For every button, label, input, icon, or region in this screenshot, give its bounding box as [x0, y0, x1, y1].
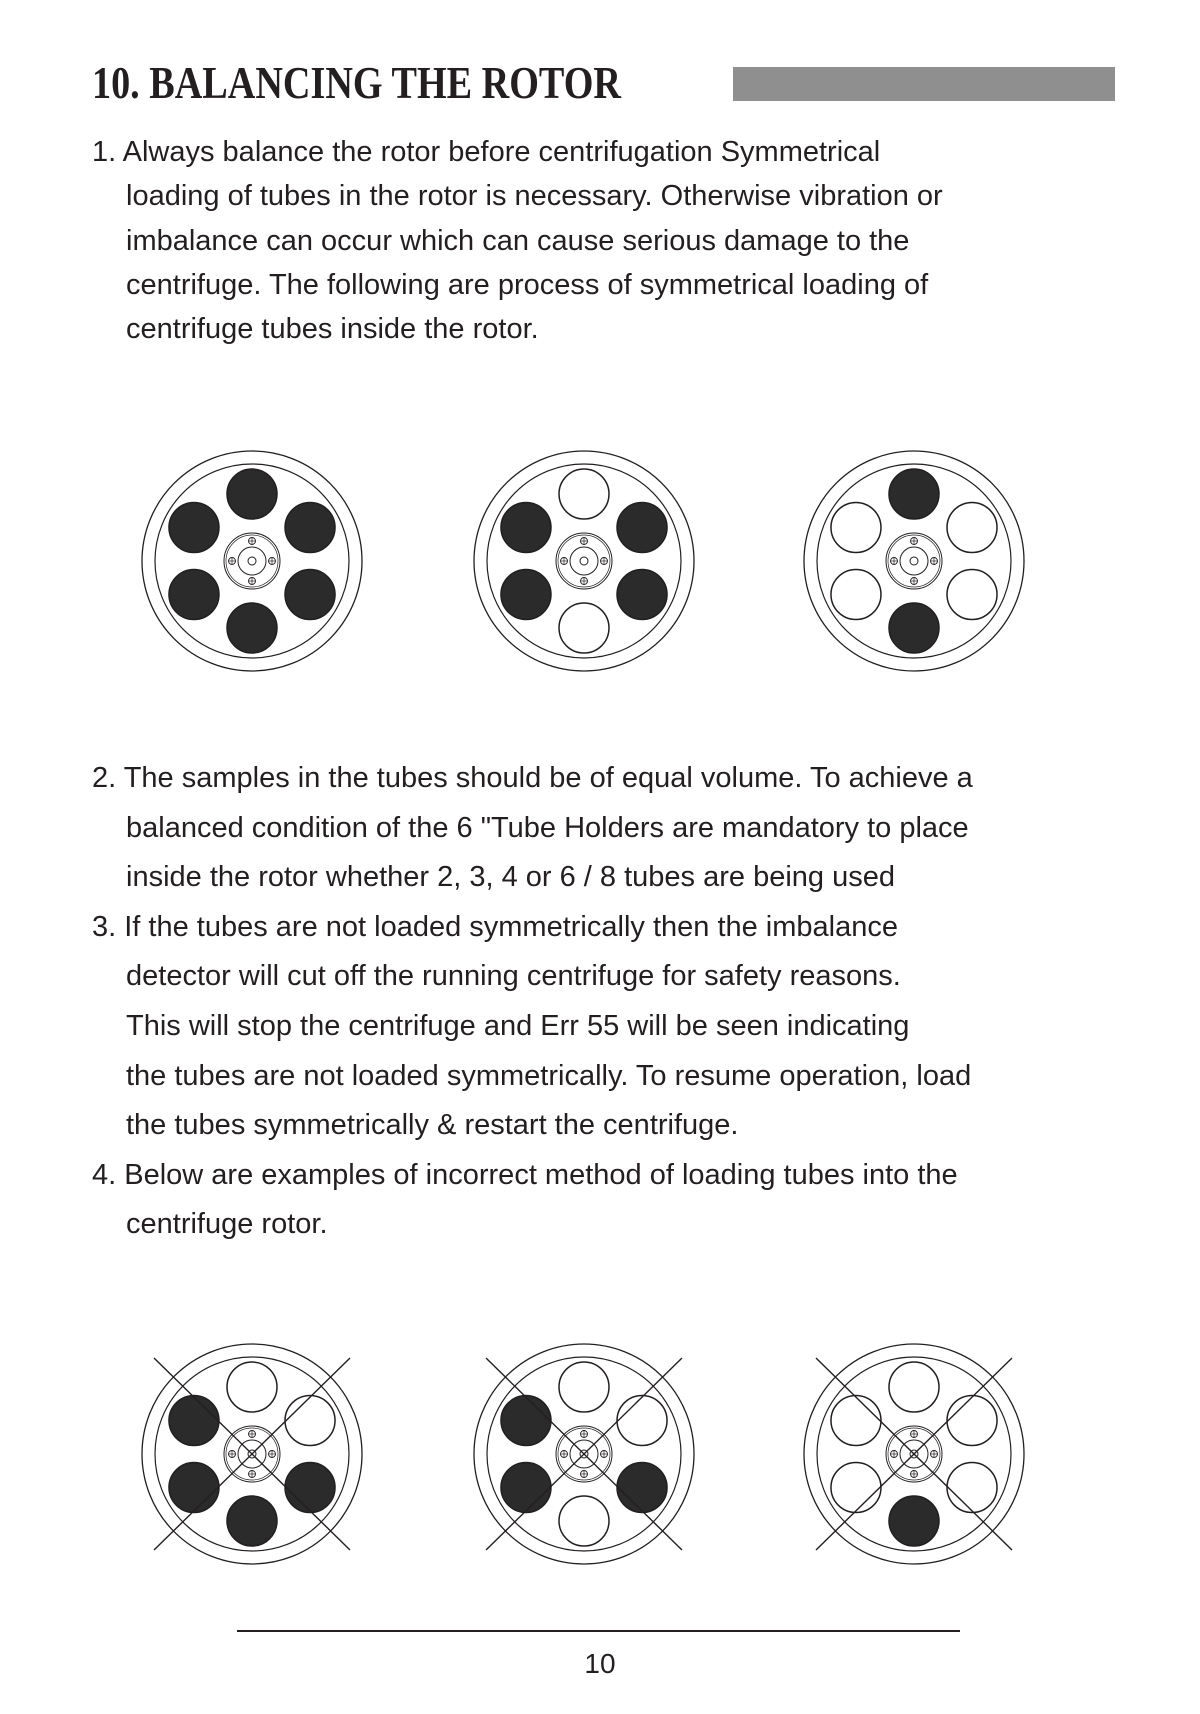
bolt-icon [601, 1451, 608, 1458]
tube-filled [169, 1396, 219, 1446]
tube-filled [227, 603, 277, 653]
bolt-icon [931, 1451, 938, 1458]
text-line: detector will cut off the running centrifuge for safety reasons. [126, 960, 901, 993]
rotor-incorrect-2 [474, 1344, 694, 1564]
bolt-icon [581, 1471, 588, 1478]
bolt-icon [581, 538, 588, 545]
rotor-correct-2 [474, 451, 694, 671]
bolt-icon [269, 1451, 276, 1458]
bolt-icon [249, 538, 256, 545]
footer-rule [237, 1630, 960, 1632]
tube-filled [285, 1463, 335, 1513]
tube-filled [501, 1463, 551, 1513]
rotor-correct-1 [142, 451, 362, 671]
tube-filled [501, 1396, 551, 1446]
tube-filled [889, 603, 939, 653]
tube-filled [285, 570, 335, 620]
text-line: inside the rotor whether 2, 3, 4 or 6 / 8 tubes are being used [126, 861, 895, 894]
tube-filled [617, 570, 667, 620]
tube-filled [501, 570, 551, 620]
tube-filled [227, 1496, 277, 1546]
text-line: 3. If the tubes are not loaded symmetrically then the imbalance [92, 910, 898, 943]
tube-filled [169, 1463, 219, 1513]
text-line: the tubes symmetrically & restart the centrifuge. [126, 1109, 739, 1142]
tube-filled [889, 469, 939, 519]
bolt-icon [911, 538, 918, 545]
tube-empty [831, 1463, 881, 1513]
tube-empty [947, 570, 997, 620]
rotor-incorrect-3 [804, 1344, 1024, 1564]
tube-empty [285, 1396, 335, 1446]
tube-empty [831, 1396, 881, 1446]
hub-core [570, 547, 598, 575]
tube-filled [169, 503, 219, 553]
bolt-icon [911, 578, 918, 585]
rotor-incorrect-1 [142, 1344, 362, 1564]
text-line: the tubes are not loaded symmetrically. To resume operation, load [126, 1059, 972, 1092]
bolt-icon [601, 558, 608, 565]
tube-empty [947, 503, 997, 553]
text-line: 1. Always balance the rotor before centrifugation Symmetrical [92, 136, 881, 168]
text-line: centrifuge tubes inside the rotor. [126, 313, 539, 346]
incorrect-loading-diagrams [0, 1323, 1200, 1583]
bolt-icon [561, 1451, 568, 1458]
text-line: centrifuge. The following are process of symmetrical loading of [126, 268, 929, 301]
section-heading: 10. BALANCING THE ROTOR [92, 57, 621, 108]
text-line: imbalance can occur which can cause serious damage to the [126, 224, 910, 257]
section-2-text [92, 754, 973, 1250]
bolt-icon [911, 1471, 918, 1478]
tube-empty [559, 603, 609, 653]
bolt-icon [561, 558, 568, 565]
hub-core [900, 547, 928, 575]
tube-filled [227, 469, 277, 519]
heading-bar [733, 67, 1115, 101]
bolt-icon [891, 1451, 898, 1458]
hub-center [910, 557, 918, 565]
text-line: 4. Below are examples of incorrect method of loading tubes into the [92, 1158, 958, 1191]
tube-empty [831, 503, 881, 553]
page-number: 10 [584, 1648, 616, 1679]
tube-empty [947, 1396, 997, 1446]
tube-empty [617, 1396, 667, 1446]
bolt-icon [581, 578, 588, 585]
correct-loading-diagrams [0, 430, 1200, 690]
bolt-icon [249, 1431, 256, 1438]
hub-core [238, 547, 266, 575]
tube-empty [227, 1362, 277, 1412]
text-line: 2. The samples in the tubes should be of equal volume. To achieve a [92, 762, 973, 794]
tube-filled [617, 1463, 667, 1513]
bolt-icon [249, 578, 256, 585]
bolt-icon [911, 1431, 918, 1438]
rotor-correct-3 [804, 451, 1024, 671]
tube-empty [559, 1362, 609, 1412]
bolt-icon [229, 558, 236, 565]
text-line: balanced condition of the 6 "Tube Holders are mandatory to place [126, 811, 969, 844]
tube-filled [889, 1496, 939, 1546]
tube-filled [501, 503, 551, 553]
tube-empty [889, 1362, 939, 1412]
tube-filled [285, 503, 335, 553]
tube-empty [559, 1496, 609, 1546]
bolt-icon [249, 1471, 256, 1478]
bolt-icon [581, 1431, 588, 1438]
section-1-text [92, 130, 943, 351]
bolt-icon [931, 558, 938, 565]
text-line: loading of tubes in the rotor is necessary. Otherwise vibration or [126, 180, 943, 213]
bolt-icon [229, 1451, 236, 1458]
hub-center [248, 557, 256, 565]
text-line: This will stop the centrifuge and Err 55 will be seen indicating [126, 1009, 910, 1042]
bolt-icon [269, 558, 276, 565]
bolt-icon [891, 558, 898, 565]
tube-empty [947, 1463, 997, 1513]
hub-center [580, 557, 588, 565]
tube-filled [617, 503, 667, 553]
tube-empty [559, 469, 609, 519]
tube-filled [169, 570, 219, 620]
tube-empty [831, 570, 881, 620]
text-line: centrifuge rotor. [126, 1208, 328, 1241]
